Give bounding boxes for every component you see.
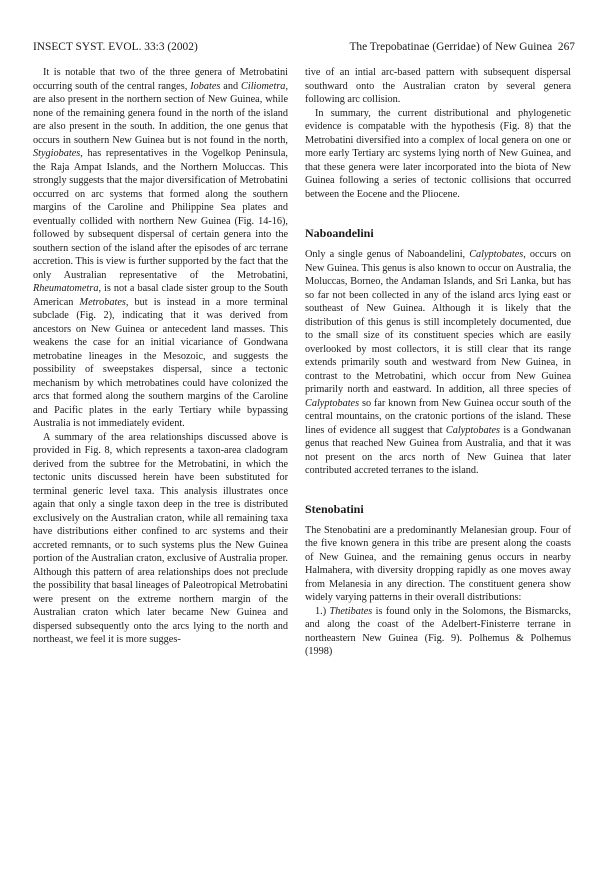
paragraph: The Stenobatini are a predominantly Melanesian group. Four of the five known genera in this tribe are present along the coasts of New Guinea, and the remaining genus occurs in nearby Halmahera, with diversity dropping rapidly as one moves away from Melanesia in any direction. The constituent genera show widely varying patterns in their overall distributions: xyxy=(305,524,571,603)
right-column xyxy=(305,66,571,659)
journal-citation: INSECT SYST. EVOL. 33:3 (2002) xyxy=(33,41,198,53)
paragraph: A summary of the area relationships discussed above is provided in Fig. 8, which represents a taxon-area cladogram derived from the subtree for the Metrobatini, in which the tectonic units discussed herein have been substituted for terminal generic level taxa. This analysis illustrates once again that only a single taxon deep in the tree is distributed exclusively on the Australian craton, while all remaining taxa have distributions either confined to arc systems and their accreted remnants, or to such systems plus the New Guinea portion of the Australian craton, exclusive of Australia proper. Although this pattern of area relationships does not preclude the possibility that basal lineages of Paleotropical Metrobatini were present on the extreme northern margin of the Australian craton which later became New Guinea and dispersed subsequently onto the arcs lying to the north and northeast, we feel it is more sugges- xyxy=(33,431,288,645)
left-column xyxy=(33,66,288,647)
section-heading: Stenobatini xyxy=(305,501,364,516)
paragraph: In summary, the current distributional and phylogenetic evidence is compatable with the hypothesis (Fig. 8) that the Metrobatini diversified into a complex of local genera on one or more early Tertiary arc systems lying north of New Guinea, and that these genera were later incorporated into the biota of New Guinea following a series of tectonic collisions that occurred between the Eocene and the Pliocene. xyxy=(305,107,571,200)
section-heading: Naboandelini xyxy=(305,226,374,240)
paragraph: tive of an intial arc-based pattern with subsequent dispersal southward onto the Australian craton by several genera following arc collision. xyxy=(305,67,571,105)
paragraph: Only a single genus of Naboandelini, Calyptobates, occurs on New Guinea. This genus is also known to occur on Australia, the Moluccas, Borneo, the Andaman Islands, and Sri Lanka, but has so far not been collected in any of the island arcs lying east or southeast of New Guinea. Although it is likely that the distribution of this genus is still incompletely documented, due to the small size of its constituent species which are easily overlooked by most collectors, it is still clear that its range extends primarily south and westward from New Guinea, in contrast to the Metrobatini, which occur from New Guinea primarily north and eastward. In addition, all three species of Calyptobates so far known from New Guinea occur south of the central mountains, on the cratonic portions of the island. These lines of evidence all suggest that Calyptobates is a Gondwanan genus that reached New Guinea from Australia, and that it was not present on the arcs north of New Guinea that later contributed accreted terranes to the island. xyxy=(305,249,571,476)
paragraph: It is notable that two of the three genera of Metrobatini occurring south of the central ranges, Iobates and Ciliometra, are also present in the northern section of New Guinea, while none of the remaining genera found in the north of the island are also present in the south. In addition, the one genus that occurs in southern New Guinea but is not found in the north, Stygiobates, has representatives in the Vogelkop Peninsula, the Raja Ampat Islands, and the Northern Moluccas. This strongly suggests that the major diversification of Metrobatini occurred on arc systems that formed along the southern margins of the Caroline and Philippine Sea plates and eventually collided with northern New Guinea (Fig. 14-16), followed by subsequent dispersal of certain genera into the southern section of the island after the episodes of arc terrane accretion. This is view is further supported by the fact that the only Australian representative of the Metrobatini, Rheumatometra, is not a basal clade sister group to the South American Metrobates, but is instead in a more terminal subclade (Fig. 2), indicating that it was derived from ancestors on New Guinea or antecedent land masses. This weakens the case for an initial vicariance of Gondwana metrobatine lineages in the Mesozoic, and suggests the possibility of sweepstakes dispersal, since a tectonic mechanism by which metrobatines could have colonized the arcs that formed along the southern margins of the Caroline and Pacific plates in the early Tertiary while bypassing Australia is not immediately evident. xyxy=(33,67,288,429)
running-title: The Trepobatinae (Gerridae) of New Guinea xyxy=(349,41,553,53)
running-header xyxy=(349,40,575,54)
paragraph: 1.) Thetibates is found only in the Solomons, the Bismarcks, and along the coast of the Adelbert-Finisterre terrane in northeastern New Guinea (Fig. 9). Polhemus & Polhemus (1998) xyxy=(305,605,571,657)
page-number: 267 xyxy=(557,41,575,53)
